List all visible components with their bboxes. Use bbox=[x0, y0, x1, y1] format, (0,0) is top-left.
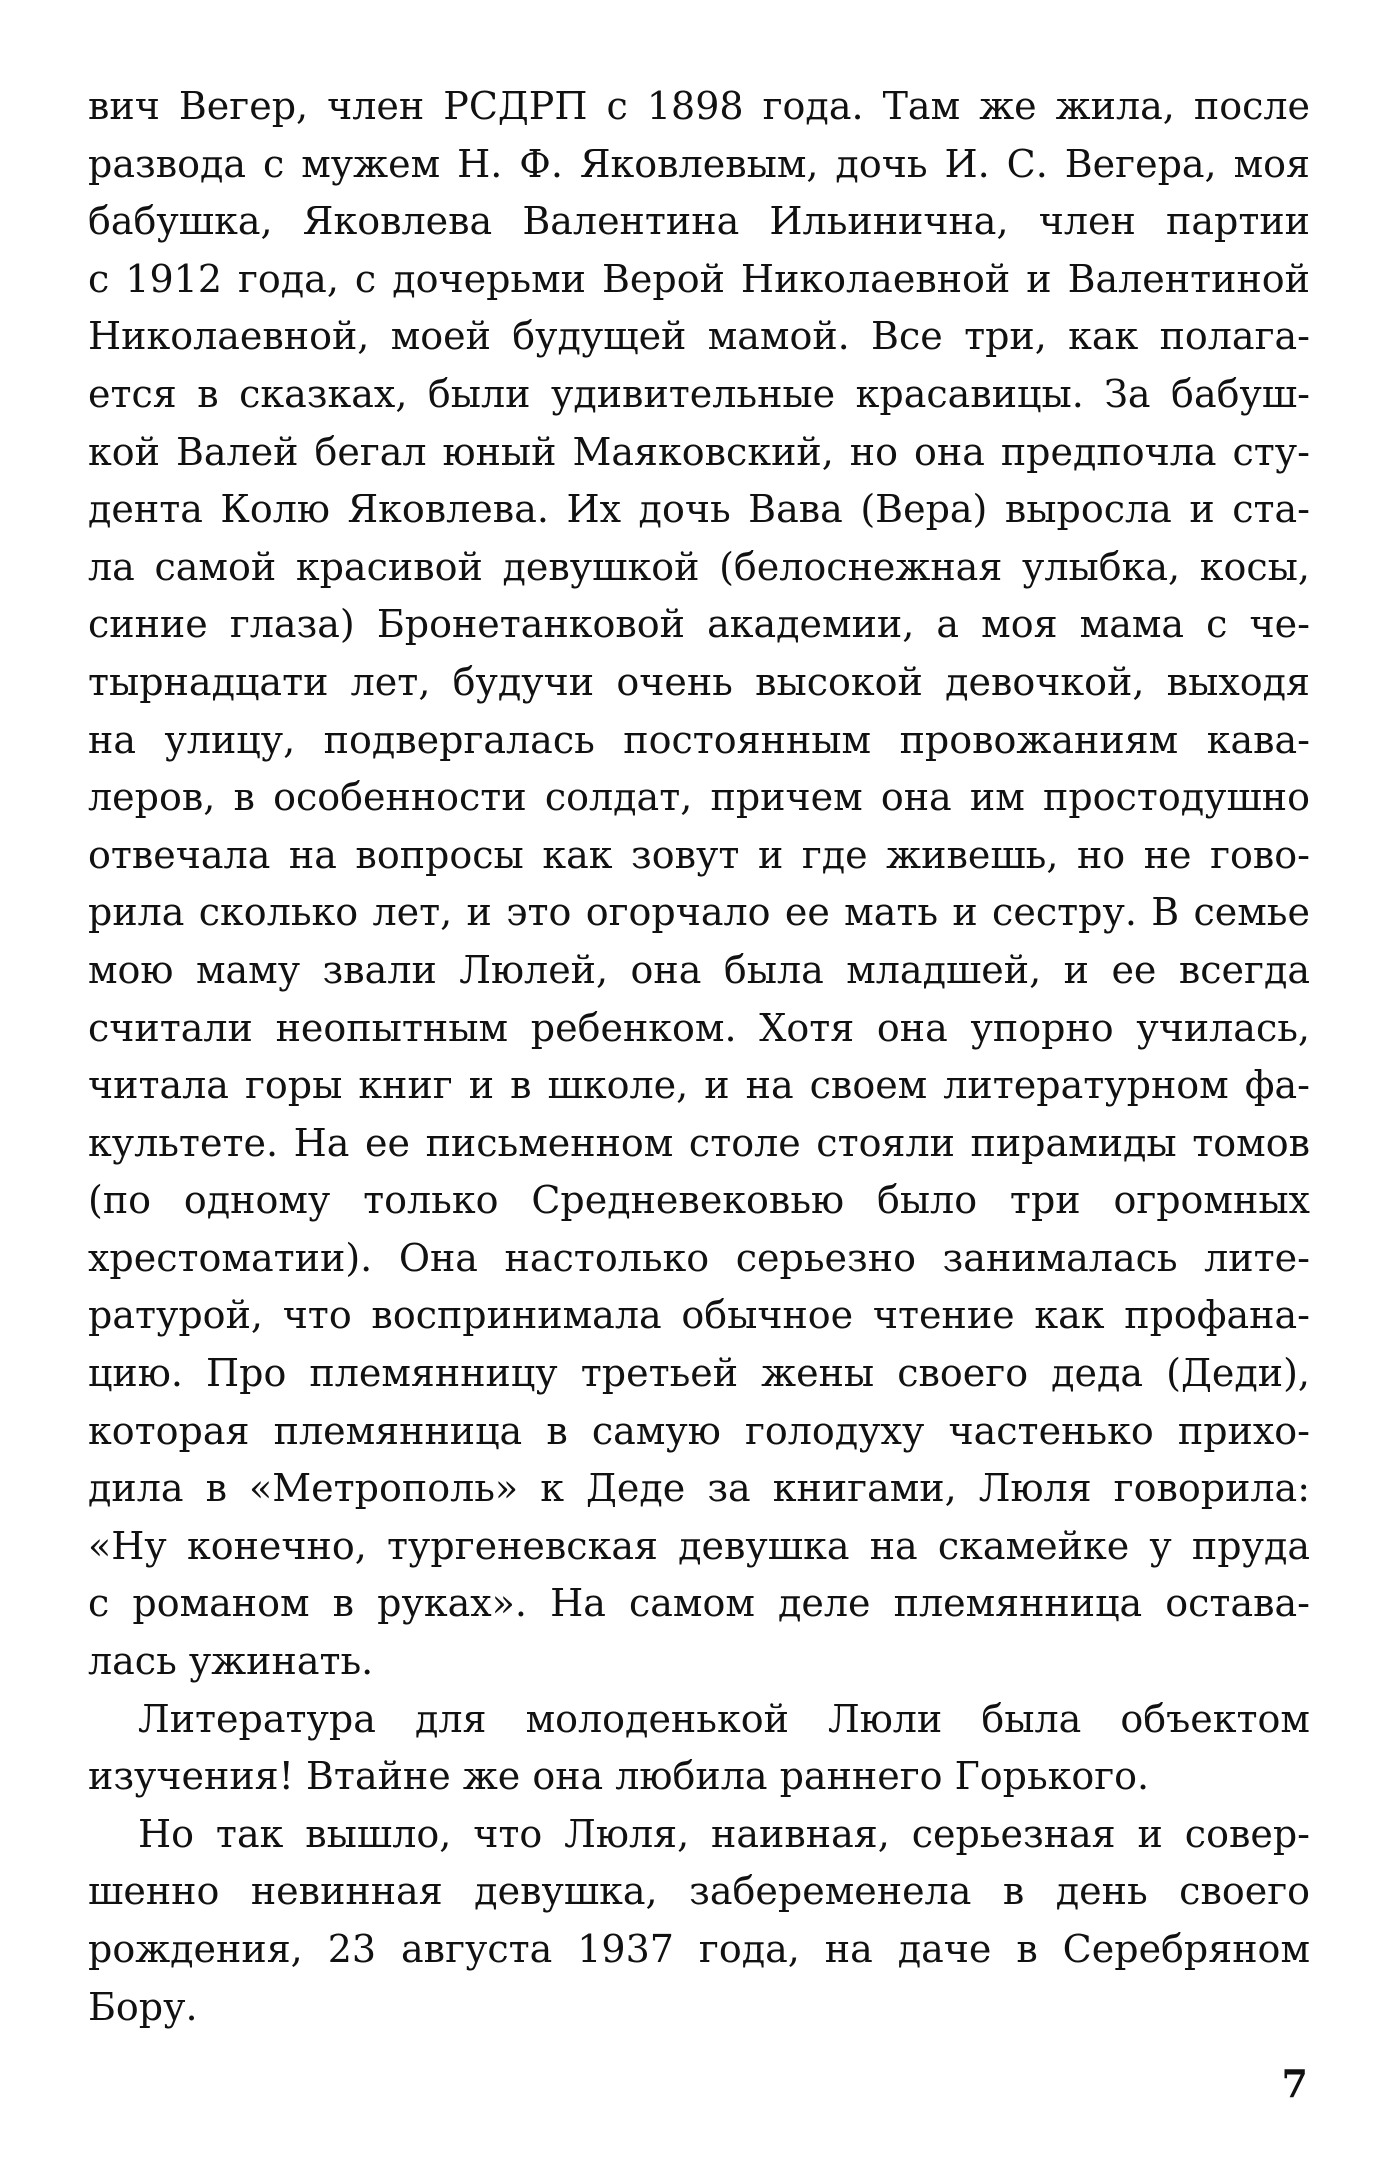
text-line: (по одному только Средневековью было три огромных bbox=[88, 1178, 1310, 1223]
text-line: с 1912 года, с дочерьми Верой Николаевной и Валентиной bbox=[88, 256, 1310, 301]
text-line: шенно невинная девушка, забеременела в день своего bbox=[88, 1869, 1310, 1914]
text-line: хрестоматии). Она настолько серьезно занималась лите- bbox=[88, 1235, 1310, 1280]
text-line: с романом в руках». На самом деле племянница остава- bbox=[88, 1581, 1310, 1626]
text-line: леров, в особенности солдат, причем она им простодушно bbox=[88, 775, 1310, 820]
text-line: ла самой красивой девушкой (белоснежная улыбка, косы, bbox=[88, 544, 1310, 589]
text-line: которая племянница в самую голодуху частенько прихо- bbox=[88, 1408, 1310, 1453]
text-line: ется в сказках, были удивительные красавицы. За бабуш- bbox=[88, 371, 1310, 416]
text-line: отвечала на вопросы как зовут и где живешь, но не гово- bbox=[88, 832, 1310, 877]
text-line: мою маму звали Люлей, она была младшей, и ее всегда bbox=[88, 947, 1310, 992]
text-line: цию. Про племянницу третьей жены своего деда (Деди), bbox=[88, 1351, 1310, 1396]
text-line: культете. На ее письменном столе стояли пирамиды томов bbox=[88, 1120, 1310, 1165]
text-line: кой Валей бегал юный Маяковский, но она предпочла сту- bbox=[88, 429, 1310, 474]
body-text bbox=[88, 78, 1310, 2036]
text-line: дила в «Метрополь» к Деде за книгами, Люля говорила: bbox=[88, 1466, 1310, 1511]
text-line: Николаевной, моей будущей мамой. Все три, как полага- bbox=[88, 314, 1310, 359]
text-line: рила сколько лет, и это огорчало ее мать и сестру. В семье bbox=[88, 890, 1310, 935]
text-line: Бору. bbox=[88, 1984, 198, 2029]
text-line: лась ужинать. bbox=[88, 1639, 374, 1684]
text-line: Литература для молоденькой Люли была объектом bbox=[138, 1696, 1310, 1741]
text-line: считали неопытным ребенком. Хотя она упорно училась, bbox=[88, 1005, 1310, 1050]
page-number: 7 bbox=[1281, 2061, 1308, 2106]
text-line: изучения! Втайне же она любила раннего Горького. bbox=[88, 1754, 1150, 1799]
text-line: на улицу, подвергалась постоянным провожаниям кава- bbox=[88, 717, 1310, 762]
text-line: ратурой, что воспринимала обычное чтение как профана- bbox=[88, 1293, 1310, 1338]
text-line: читала горы книг и в школе, и на своем литературном фа- bbox=[88, 1063, 1310, 1108]
text-line: Но так вышло, что Люля, наивная, серьезная и совер- bbox=[138, 1811, 1310, 1856]
text-line: «Ну конечно, тургеневская девушка на скамейке у пруда bbox=[88, 1523, 1310, 1568]
text-line: развода с мужем Н. Ф. Яковлевым, дочь И. С. Вегера, моя bbox=[88, 141, 1310, 186]
text-line: вич Вегер, член РСДРП с 1898 года. Там же жила, после bbox=[88, 84, 1310, 128]
text-line: бабушка, Яковлева Валентина Ильинична, член партии bbox=[88, 199, 1310, 244]
text-line: рождения, 23 августа 1937 года, на даче в Серебряном bbox=[88, 1927, 1310, 1971]
text-line: дента Колю Яковлева. Их дочь Вава (Вера) выросла и ста- bbox=[88, 487, 1310, 532]
text-line: синие глаза) Бронетанковой академии, а моя мама с че- bbox=[88, 602, 1310, 647]
text-line: тырнадцати лет, будучи очень высокой девочкой, выходя bbox=[88, 659, 1310, 704]
